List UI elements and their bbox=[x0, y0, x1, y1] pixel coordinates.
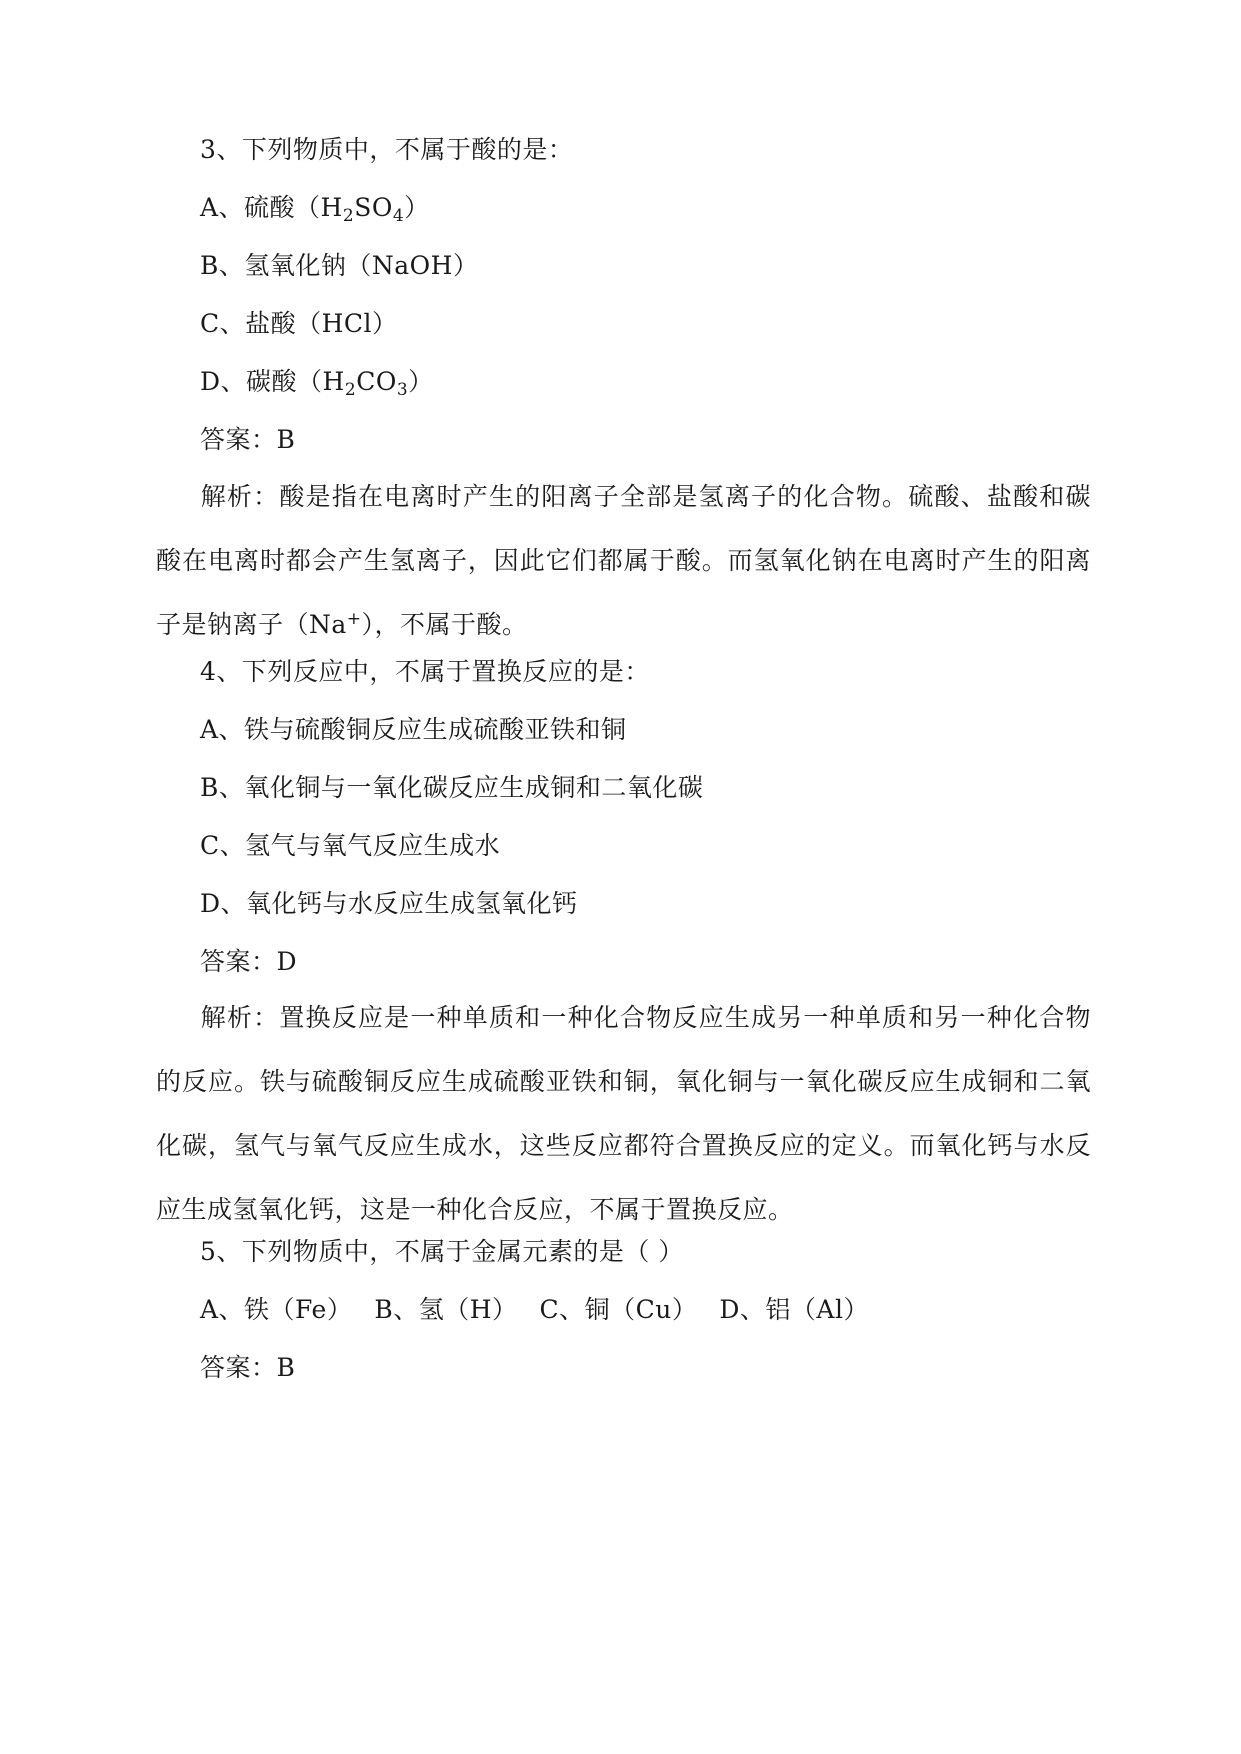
q5-option-a: A、铁（Fe） bbox=[200, 1295, 353, 1324]
q4-option-a: A、铁与硫酸铜反应生成硫酸亚铁和铜 bbox=[200, 715, 627, 744]
q5-option-d: D、铝（Al） bbox=[719, 1295, 869, 1324]
q5-option-b: B、氢（H） bbox=[374, 1295, 518, 1324]
q3-answer: 答案：B bbox=[200, 425, 296, 454]
q4-option-b: B、氧化铜与一氧化碳反应生成铜和二氧化碳 bbox=[200, 773, 704, 802]
q5-answer: 答案：B bbox=[200, 1353, 296, 1382]
q4-stem: 4、下列反应中，不属于置换反应的是： bbox=[200, 657, 650, 686]
q4-answer: 答案：D bbox=[200, 947, 298, 976]
q3-option-b: B、氢氧化钠（NaOH） bbox=[200, 251, 479, 280]
q5-options bbox=[200, 1290, 869, 1330]
q3-stem: 3、下列物质中，不属于酸的是： bbox=[200, 135, 574, 164]
q4-option-d: D、氧化钙与水反应生成氢氧化钙 bbox=[200, 889, 578, 918]
q5-stem: 5、下列物质中，不属于金属元素的是（ ） bbox=[200, 1237, 684, 1266]
q4-option-c: C、氢气与氧气反应生成水 bbox=[200, 831, 501, 860]
q3-option-c: C、盐酸（HCl） bbox=[200, 309, 398, 338]
q4-analysis: 解析：置换反应是一种单质和一种化合物反应生成另一种单质和另一种化合物的反应。铁与硫酸铜反应生成硫酸亚铁和铜，氧化铜与一氧化碳反应生成铜和二氧化碳，氢气与氧气反应生成水，这些反应都符合置换反应的定义。而氧化钙与水反应生成氢氧化钙，这是一种化合反应，不属于置换反应。 bbox=[156, 1003, 1091, 1224]
q3-option-a: A、硫酸$(H_2SO_4)$ bbox=[200, 193, 430, 226]
q3-option-d: D、碳酸$(H_2CO_3)$ bbox=[200, 367, 434, 400]
q3-analysis: 解析：酸是指在电离时产生的阳离子全部是氢离子的化合物。硫酸、盐酸和碳酸在电离时都会产生氢离子，因此它们都属于酸。而氢氧化钠在电离时产生的阳离子是钠离子（Na+），不属于酸。 bbox=[156, 482, 1091, 639]
q5-option-c: C、铜（Cu） bbox=[539, 1295, 698, 1324]
